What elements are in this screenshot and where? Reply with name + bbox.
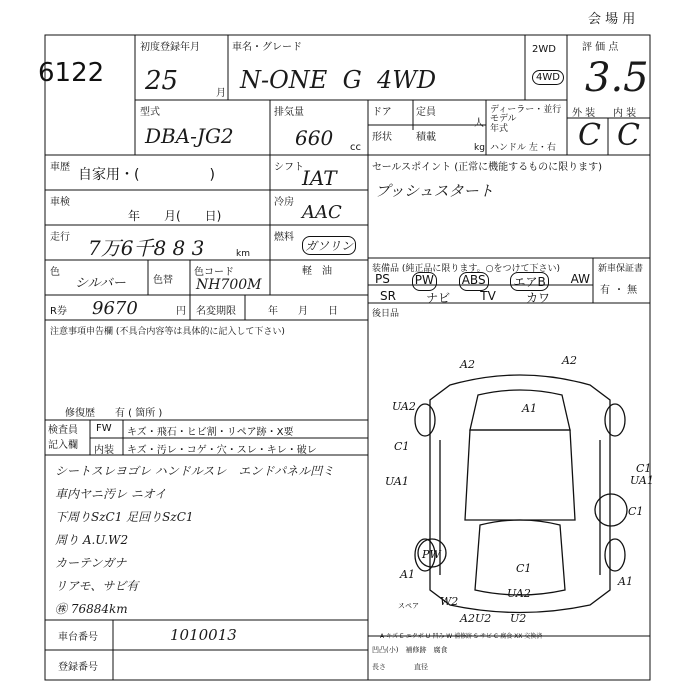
r-value: 9670 bbox=[92, 298, 138, 319]
score-value: 3.5 bbox=[585, 55, 649, 101]
history-label: 車歴 bbox=[50, 162, 70, 173]
damage-label: UA2 bbox=[507, 587, 531, 600]
note-line: 車内ヤニ汚レ ニオイ bbox=[55, 487, 167, 501]
light-oil-label: 軽 油 bbox=[302, 266, 332, 277]
fw-items: キズ・飛石・ヒビ割・リペア跡・X要 bbox=[127, 427, 294, 438]
damage-label: PW bbox=[422, 548, 441, 561]
repair-history: 修復歴 有 ( 箇所 ) bbox=[65, 408, 163, 419]
fuel-label: 燃料 bbox=[274, 232, 294, 243]
notes-label: 注意事項申告欄 (不具合内容等は具体的に記入して下さい) bbox=[50, 327, 285, 337]
ac-value: AAC bbox=[302, 202, 342, 223]
displacement-value: 660 bbox=[295, 126, 334, 150]
drive-2wd: 2WD bbox=[532, 44, 556, 55]
equip-aw: AW bbox=[570, 272, 590, 286]
score-label: 評 価 点 bbox=[582, 42, 619, 53]
damage-label: A1 bbox=[400, 568, 415, 581]
dealer-label: ディーラー・並行 bbox=[490, 105, 562, 115]
interior-label: 内 装 bbox=[613, 108, 637, 119]
mileage-label: 走行 bbox=[50, 232, 70, 243]
model-grade-value: N-ONE G 4WD bbox=[240, 66, 437, 94]
equip-abs: ABS bbox=[459, 272, 489, 291]
history-value: 自家用・( ) bbox=[78, 167, 215, 183]
first-reg-year: 25 bbox=[145, 66, 179, 96]
door-label: ドア bbox=[372, 107, 392, 118]
shift-label: シフト bbox=[274, 162, 304, 173]
registration-number-label: 登録番号 bbox=[58, 662, 98, 673]
venue-label: 会 場 用 bbox=[588, 12, 636, 27]
damage-label: UA1 bbox=[385, 475, 409, 488]
interior-grade: C bbox=[617, 118, 640, 153]
note-line: シートスレヨゴレ ハンドルスレ エンドパネル凹ミ bbox=[55, 464, 335, 478]
damage-label: U2 bbox=[510, 612, 527, 625]
shift-value: IAT bbox=[302, 166, 337, 190]
note-line: ㊑ 76884km bbox=[55, 602, 128, 616]
damage-label: A1 bbox=[618, 575, 633, 588]
equip-navi: ナビ bbox=[426, 291, 451, 305]
load-label: 積載 bbox=[416, 132, 436, 143]
person-unit: 人 bbox=[474, 118, 484, 129]
equip-leather: カワ bbox=[525, 291, 550, 305]
legend-3: 長さ 直径 bbox=[372, 663, 428, 671]
mileage-value: 7万6千8 8 3 bbox=[88, 236, 205, 260]
damage-label: C1 bbox=[636, 462, 652, 475]
color-value: シルバー bbox=[75, 276, 126, 291]
shape-label: 形状 bbox=[372, 132, 392, 143]
sales-point-label: セールスポイント (正常に機能するものに限ります) bbox=[372, 162, 603, 173]
fw-label: FW bbox=[96, 423, 112, 434]
color-code-value: NH700M bbox=[196, 277, 262, 293]
cc-unit: cc bbox=[350, 142, 361, 153]
color-code-label: 色コード bbox=[194, 267, 234, 278]
damage-label: C1 bbox=[628, 505, 644, 518]
warranty-yes: 有 bbox=[600, 285, 610, 296]
interior-check-items: キズ・汚レ・コゲ・穴・スレ・キレ・破レ bbox=[127, 445, 317, 456]
damage-label: A1 bbox=[522, 402, 537, 415]
equip-sr: SR bbox=[380, 289, 396, 303]
frame-number-label: 車台番号 bbox=[58, 632, 98, 643]
note-line: カーテンガナ bbox=[55, 556, 127, 570]
exterior-label: 外 装 bbox=[572, 108, 596, 119]
damage-label: C1 bbox=[394, 440, 410, 453]
damage-label: A2U2 bbox=[460, 612, 492, 625]
equip-airbag: エアB bbox=[510, 272, 548, 291]
spare-label: スペア bbox=[398, 602, 419, 610]
equip-pw: PW bbox=[412, 272, 437, 291]
fuel-value-circled: ガソリン bbox=[302, 236, 356, 255]
note-line: 周り A.U.W2 bbox=[55, 533, 129, 547]
interior-check-label: 内装 bbox=[94, 445, 114, 456]
aftermarket-label: 後日品 bbox=[372, 309, 400, 319]
legend-2: 凹凸(小) 補修跡 腐食 bbox=[372, 646, 448, 654]
handle-label: ハンドル 左・右 bbox=[490, 143, 556, 153]
damage-label: C1 bbox=[516, 562, 532, 575]
model-grade-label: 車名・グレード bbox=[232, 42, 302, 53]
kg-unit: kg bbox=[474, 143, 485, 153]
color-change-label: 色替 bbox=[153, 275, 173, 286]
lot-number: 6122 bbox=[38, 58, 105, 88]
name-change-label: 名変期限 bbox=[196, 306, 236, 317]
damage-label: W2 bbox=[440, 595, 459, 608]
note-line: リアモ、サビ有 bbox=[55, 579, 139, 593]
type-label: 型式 bbox=[140, 107, 160, 118]
frame-number-value: 1010013 bbox=[170, 626, 237, 644]
yen-unit: 円 bbox=[176, 306, 186, 317]
inspection-value: 年 月( 日) bbox=[128, 209, 222, 223]
warranty-label: 新車保証書 bbox=[598, 264, 644, 274]
damage-label: UA1 bbox=[630, 474, 654, 487]
exterior-grade: C bbox=[578, 118, 601, 153]
legend: A-キズ E-エクボ U-凹み W-補修跡 S-サビ C-腐食 XX-交換済 bbox=[380, 633, 543, 640]
color-label: 色 bbox=[50, 267, 60, 278]
damage-label: A2 bbox=[562, 354, 577, 367]
warranty-no: ・ 無 bbox=[614, 285, 638, 296]
name-change-value: 年 月 日 bbox=[268, 306, 338, 317]
damage-label: A2 bbox=[460, 358, 475, 371]
drive-4wd-circled: 4WD bbox=[532, 70, 564, 85]
inspection-label: 車検 bbox=[50, 197, 70, 208]
type-value: DBA-JG2 bbox=[145, 124, 234, 148]
month-unit: 月 bbox=[216, 88, 226, 99]
r-label: R券 bbox=[50, 306, 67, 317]
first-reg-label: 初度登録年月 bbox=[140, 42, 200, 53]
model-year-label: モデル 年式 bbox=[490, 114, 517, 134]
note-line: 下周りSzC1 足回りSzC1 bbox=[55, 510, 194, 524]
inspector-label: 検査員 記入欄 bbox=[48, 425, 78, 451]
km-unit: km bbox=[236, 249, 250, 259]
equipment-label: 装備品 (純正品に限ります。○をつけて下さい) bbox=[372, 264, 561, 274]
damage-label: UA2 bbox=[392, 400, 416, 413]
equip-ps: PS bbox=[375, 272, 390, 286]
displacement-label: 排気量 bbox=[274, 107, 304, 118]
ac-label: 冷房 bbox=[274, 197, 294, 208]
equip-tv: TV bbox=[480, 289, 496, 303]
sales-point-value: プッシュスタート bbox=[375, 182, 494, 200]
capacity-label: 定員 bbox=[416, 107, 436, 118]
